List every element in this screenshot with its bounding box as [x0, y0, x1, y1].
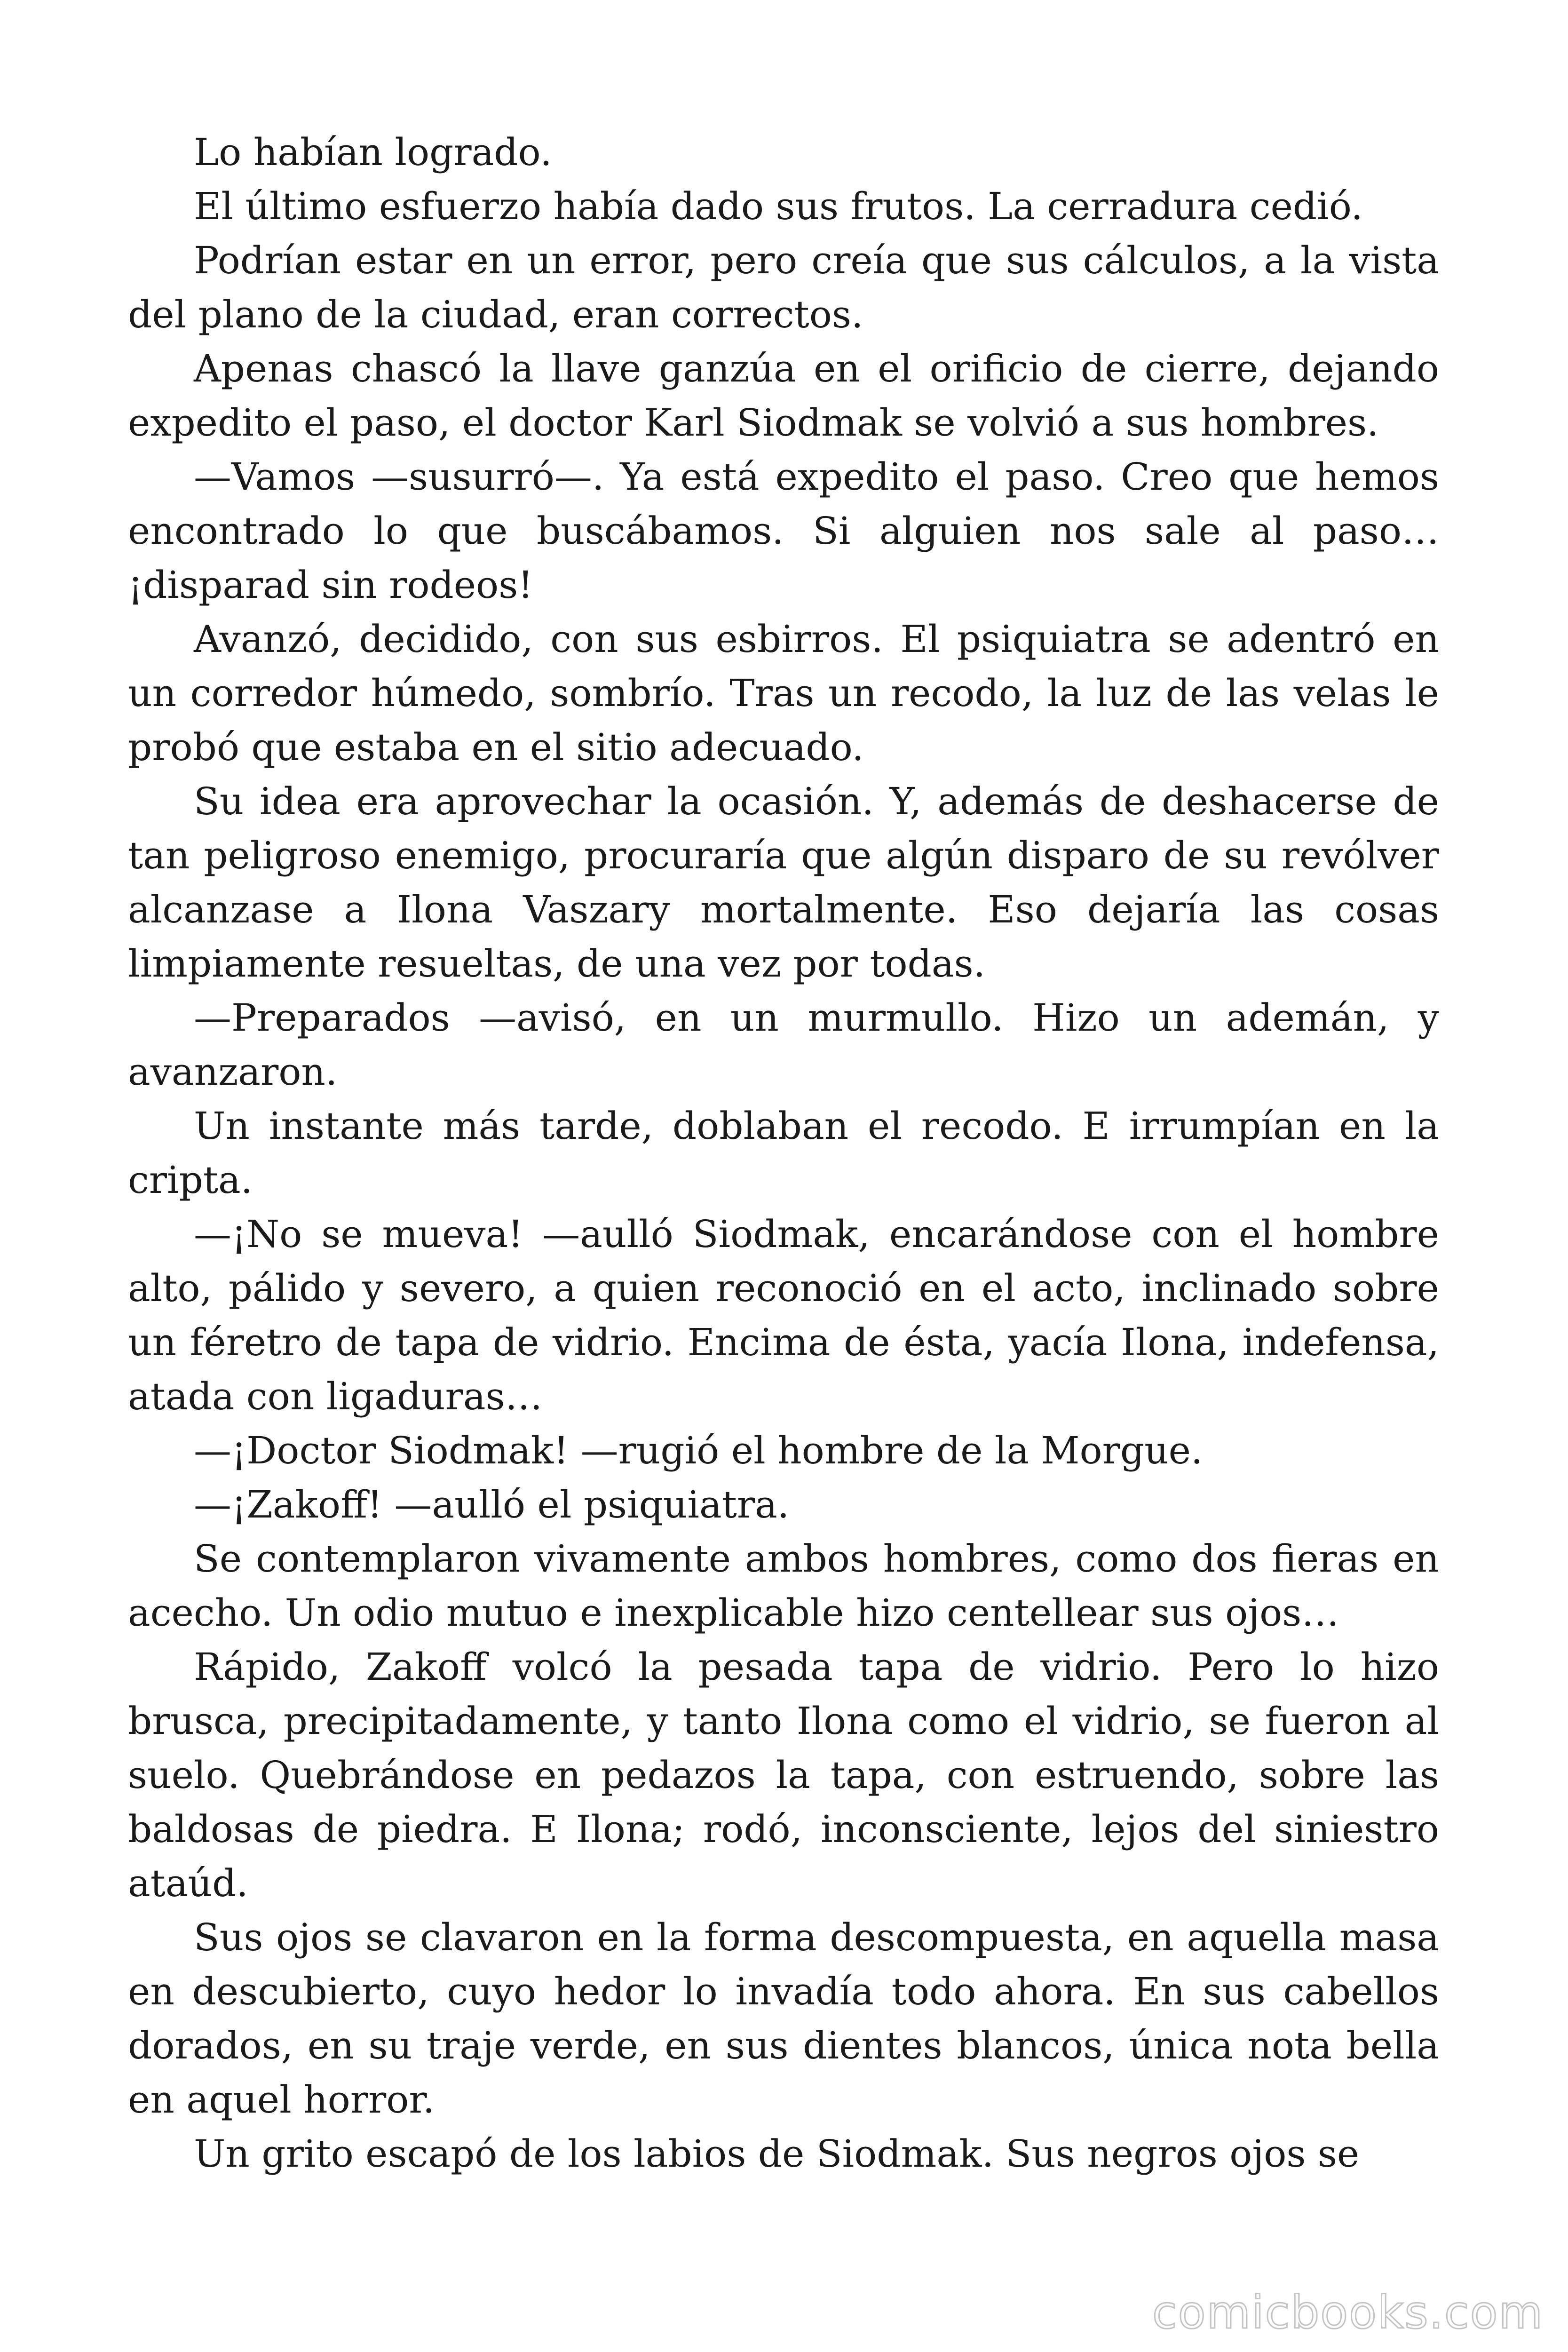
- paragraph: —Vamos —susurró—. Ya está expedito el paso. Creo que hemos encontrado lo que buscábamos. Si alguien nos sale al paso… ¡disparad sin rodeos!: [128, 455, 1439, 607]
- paragraph: Lo habían logrado.: [194, 130, 552, 174]
- paragraph: El último esfuerzo había dado sus frutos. La cerradura cedió.: [194, 184, 1363, 228]
- paragraph: Avanzó, decidido, con sus esbirros. El psiquiatra se adentró en un corredor húmedo, sombrío. Tras un recodo, la luz de las velas le probó que estaba en el sitio adecuado.: [128, 617, 1439, 769]
- paragraph: Un grito escapó de los labios de Siodmak. Sus negros ojos se: [194, 2132, 1360, 2176]
- watermark: comicbooks.com: [1152, 2286, 1544, 2339]
- paragraph: Sus ojos se clavaron en la forma descompuesta, en aquella masa en descubierto, cuyo hedor lo invadía todo ahora. En sus cabellos dorados, en su traje verde, en sus dientes blancos, única nota bella en aquel horror.: [128, 1915, 1439, 2122]
- paragraph: Rápido, Zakoff volcó la pesada tapa de vidrio. Pero lo hizo brusca, precipitadamente, y tanto Ilona como el vidrio, se fueron al suelo. Quebrándose en pedazos la tapa, con estruendo, sobre las baldosas de piedra. E Ilona; rodó, inconsciente, lejos del siniestro ataúd.: [128, 1645, 1439, 1905]
- paragraph: Podrían estar en un error, pero creía que sus cálculos, a la vista del plano de la ciudad, eran correctos.: [128, 238, 1439, 336]
- paragraph: Su idea era aprovechar la ocasión. Y, además de deshacerse de tan peligroso enemigo, procuraría que algún disparo de su revólver alcanzase a Ilona Vaszary mortalmente. Eso dejaría las cosas limpiamente resueltas, de una vez por todas.: [128, 779, 1439, 985]
- paragraph: —¡Zakoff! —aulló el psiquiatra.: [194, 1483, 790, 1526]
- paragraph: —Preparados —avisó, en un murmullo. Hizo un ademán, y avanzaron.: [128, 996, 1439, 1094]
- paragraph: Un instante más tarde, doblaban el recodo. E irrumpían en la cripta.: [128, 1104, 1439, 1202]
- text-column: [128, 125, 1439, 2181]
- paragraph: Apenas chascó la llave ganzúa en el orificio de cierre, dejando expedito el paso, el doctor Karl Siodmak se volvió a sus hombres.: [128, 347, 1439, 445]
- paragraph: Se contemplaron vivamente ambos hombres, como dos fieras en acecho. Un odio mutuo e inexplicable hizo centellear sus ojos…: [128, 1537, 1439, 1635]
- paragraph: —¡Doctor Siodmak! —rugió el hombre de la Morgue.: [194, 1429, 1203, 1472]
- paragraph: —¡No se mueva! —aulló Siodmak, encarándose con el hombre alto, pálido y severo, a quien reconoció en el acto, inclinado sobre un féretro de tapa de vidrio. Encima de ésta, yacía Ilona, indefensa, atada con ligaduras…: [128, 1212, 1439, 1418]
